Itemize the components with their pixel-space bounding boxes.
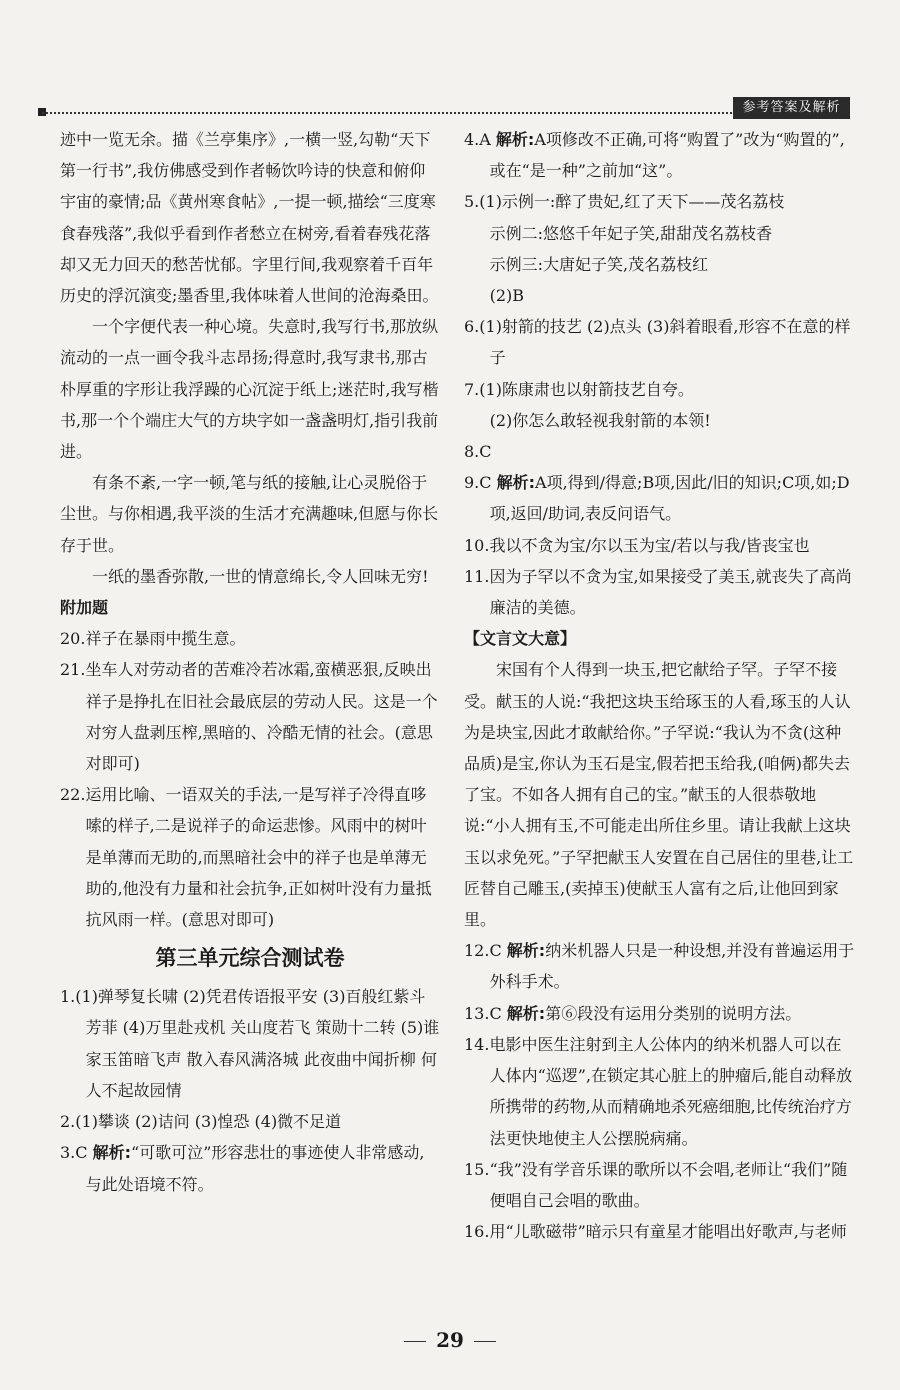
header-tag: 参考答案及解析	[733, 97, 850, 119]
item-head: 13.C	[464, 1003, 502, 1023]
answer-item: 6.(1)射箭的技艺 (2)点头 (3)斜着眼看,形容不在意的样子	[464, 317, 851, 368]
analysis-label: 解析:	[495, 130, 535, 149]
analysis-label: 解析:	[506, 1003, 546, 1023]
answer-item	[464, 998, 856, 1029]
item-head: 3.C	[60, 1143, 88, 1163]
answer-item: 22.运用比喻、一语双关的手法,一是写祥子冷得直哆嗦的样子,二是说祥子的命运悲惨。风雨中的树叶是单薄而无助的,而黑暗社会中的祥子也是单薄无助的,他没有力量和社会抗争,正如树叶没有力量抵抗风雨一样。(意思对即可)	[60, 785, 432, 930]
essay-paragraph: 一纸的墨香弥散,一世的情意绵长,令人回味无穷!	[92, 566, 429, 586]
item-head: 12.C	[464, 941, 502, 961]
answer-item: 7.(1)陈康肃也以射箭技艺自夸。	[464, 379, 694, 399]
answer-item	[464, 935, 856, 997]
answer-line: (2)你怎么敢轻视我射箭的本领!	[489, 410, 711, 430]
analysis-label: 解析:	[506, 941, 546, 961]
left-column	[60, 124, 440, 1200]
wenyan-title: 【文言文大意】	[464, 629, 577, 649]
analysis-text: A项,得到/得意;B项,因此/旧的知识;C项,如;D项,返回/助词,表反问语气。	[489, 473, 850, 524]
answer-line: 示例三:大唐妃子笑,茂名荔枝红	[489, 254, 709, 274]
item-head: 4.A	[464, 130, 491, 149]
item-head: 9.C	[464, 473, 492, 493]
wenyan-translation: 宋国有个人得到一块玉,把它献给子罕。子罕不接受。献玉的人说:“我把这块玉给琢玉的人看,琢玉的人认为是块宝,因此才敢献给你。”子罕说:“我认为不贪(这种品质)是宝,你认为玉石是宝,假若把玉给我,(咱俩)都失去了宝。不如各人拥有自己的宝。”献玉的人很恭敬地说:“小人拥有玉,不可能走出所住乡里。请让我献上这块玉以求免死。”子罕把献玉人安置在自己居住的里巷,让工匠替自己雕玉,(卖掉玉)使献玉人富有之后,让他回到家里。	[464, 660, 854, 930]
header-divider	[42, 112, 732, 114]
answer-item	[464, 124, 856, 186]
answer-line: (2)B	[489, 286, 525, 306]
footer-dash	[404, 1341, 426, 1342]
answer-item	[464, 467, 856, 529]
answer-item: 15.“我”没有学音乐课的歌所以不会唱,老师让“我们”随便唱自己会唱的歌曲。	[464, 1159, 848, 1210]
essay-paragraph: 一个字便代表一种心境。失意时,我写行书,那放纵流动的一点一画令我斗志昂扬;得意时,我写隶书,那古朴厚重的字形让我浮躁的心沉淀于纸上;迷茫时,我写楷书,那一个个端庄大气的方块字如一盏盏明灯,指引我前进。	[60, 317, 439, 462]
analysis-label: 解析:	[496, 473, 536, 493]
answer-item: 11.因为子罕以不贪为宝,如果接受了美玉,就丧失了高尚廉洁的美德。	[464, 566, 852, 618]
answer-item	[60, 1137, 440, 1199]
answer-item: 1.(1)弹琴复长啸 (2)凭君传语报平安 (3)百般红紫斗芳菲 (4)万里赴戎机 关山度若飞 策勋十二转 (5)谁家玉笛暗飞声 散入春风满洛城 此夜曲中闻折柳 何人不起故园情	[60, 987, 440, 1100]
test-title: 第三单元综合测试卷	[155, 946, 345, 971]
essay-paragraph: 迹中一览无余。描《兰亭集序》,一横一竖,勾勒“天下第一行书”,我仿佛感受到作者畅饮吟诗的快意和俯仰宇宙的豪情;品《黄州寒食帖》,一提一顿,描绘“三度寒食春残落”,我似乎看到作者愁立在树旁,看着春残花落却又无力回天的愁苦忧郁。字里行间,我观察着千百年历史的浮沉演变;墨香里,我体味着人世间的沧海桑田。	[60, 130, 439, 306]
answer-item: 2.(1)攀谈 (2)诘问 (3)惶恐 (4)微不足道	[60, 1112, 342, 1132]
analysis-text: A项修改不正确,可将“购置了”改为“购置的”,或在“是一种”之前加“这”。	[489, 130, 845, 181]
page-footer	[0, 1328, 900, 1352]
answer-item: 21.坐车人对劳动者的苦难冷若冰霜,蛮横恶狠,反映出祥子是挣扎在旧社会最底层的劳动人民。这是一个对穷人盘剥压榨,黑暗的、冷酷无情的社会。(意思对即可)	[60, 660, 438, 774]
answer-item: 20.祥子在暴雨中揽生意。	[60, 629, 246, 649]
answer-item: 8.C	[464, 442, 492, 462]
footer-dash	[474, 1341, 496, 1342]
extra-title: 附加题	[60, 598, 109, 618]
analysis-text: 纳米机器人只是一种设想,并没有普遍运用于外科手术。	[489, 941, 855, 992]
essay-paragraph: 有条不紊,一字一顿,笔与纸的接触,让心灵脱俗于尘世。与你相遇,我平淡的生活才充满趣味,但愿与你长存于世。	[60, 473, 439, 555]
answer-item: 5.(1)示例一:醉了贵妃,红了天下——茂名荔枝	[464, 192, 785, 212]
answer-item: 10.我以不贪为宝/尔以玉为宝/若以与我/皆丧宝也	[464, 535, 810, 555]
right-column	[464, 124, 856, 1247]
answer-line: 示例二:悠悠千年妃子笑,甜甜茂名荔枝香	[489, 223, 773, 243]
analysis-label: 解析:	[92, 1143, 132, 1163]
answer-item: 16.用“儿歌磁带”暗示只有童星才能唱出好歌声,与老师	[464, 1222, 847, 1242]
analysis-text: “可歌可泣”形容悲壮的事迹使人非常感动,与此处语境不符。	[85, 1143, 425, 1194]
page-number: 29	[436, 1328, 464, 1352]
answer-item: 14.电影中医生注射到主人公体内的纳米机器人可以在人体内“巡逻”,在锁定其心脏上的肿瘤后,能自动释放所携带的药物,从而精确地杀死癌细胞,比传统治疗方法更快地使主人公摆脱病痛。	[464, 1034, 853, 1148]
analysis-text: 第⑥段没有运用分类别的说明方法。	[545, 1003, 802, 1023]
